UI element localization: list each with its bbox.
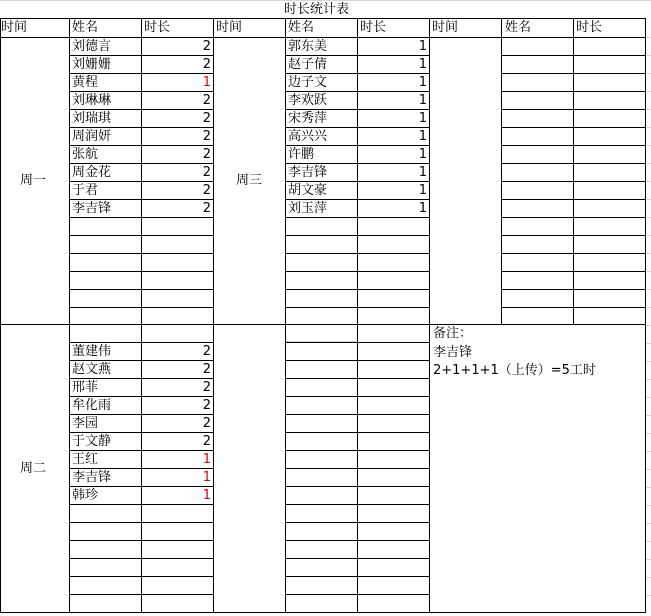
grid-line xyxy=(501,18,502,325)
grid-line xyxy=(285,217,430,218)
grid-line xyxy=(0,18,1,613)
header-time-2: 时间 xyxy=(216,20,243,35)
grid-line xyxy=(501,37,646,38)
grid-line xyxy=(69,145,214,146)
wednesday-name-cell[interactable]: 李吉锋 xyxy=(288,165,328,180)
grid-line xyxy=(69,199,214,200)
wednesday-duration-cell[interactable]: 1 xyxy=(418,129,427,144)
monday-name-cell[interactable]: 刘德言 xyxy=(72,39,112,54)
grid-line xyxy=(573,18,574,325)
monday-duration-cell[interactable]: 2 xyxy=(202,39,211,54)
grid-line xyxy=(69,324,214,325)
tuesday-duration-cell[interactable]: 2 xyxy=(202,380,211,395)
monday-name-cell[interactable]: 于君 xyxy=(72,183,99,198)
header-time-1: 时间 xyxy=(1,20,28,35)
wednesday-duration-cell[interactable]: 1 xyxy=(418,39,427,54)
grid-line xyxy=(141,18,142,613)
wednesday-duration-cell[interactable]: 1 xyxy=(418,111,427,126)
monday-name-cell[interactable]: 刘姗姗 xyxy=(72,57,112,72)
grid-line xyxy=(285,396,430,397)
grid-line xyxy=(69,450,214,451)
day-label-monday: 周一 xyxy=(20,173,47,188)
grid-line xyxy=(285,18,286,613)
monday-name-cell[interactable]: 周润妍 xyxy=(72,129,112,144)
wednesday-name-cell[interactable]: 边子文 xyxy=(288,75,328,90)
grid-line xyxy=(69,91,214,92)
monday-name-cell[interactable]: 刘琳琳 xyxy=(72,93,112,108)
grid-line xyxy=(285,307,430,308)
grid-line xyxy=(69,504,214,505)
grid-line xyxy=(69,271,214,272)
tuesday-name-cell[interactable]: 赵文燕 xyxy=(72,362,112,377)
grid-line xyxy=(69,181,214,182)
tuesday-name-cell[interactable]: 于文静 xyxy=(72,434,112,449)
grid-line xyxy=(357,18,358,613)
monday-duration-cell[interactable]: 2 xyxy=(202,183,211,198)
grid-line xyxy=(0,324,70,325)
grid-line xyxy=(69,307,214,308)
grid-line xyxy=(69,540,214,541)
grid-line xyxy=(213,324,286,325)
grid-line xyxy=(285,253,430,254)
grid-line xyxy=(285,360,430,361)
grid-line xyxy=(285,342,430,343)
grid-line xyxy=(645,18,646,613)
monday-name-cell[interactable]: 张航 xyxy=(72,147,99,162)
grid-line xyxy=(285,324,430,325)
wednesday-name-cell[interactable]: 宋秀萍 xyxy=(288,111,328,126)
grid-line xyxy=(69,486,214,487)
wednesday-name-cell[interactable]: 李欢跃 xyxy=(288,93,328,108)
remark-formula: 2+1+1+1（上传）=5工时 xyxy=(433,363,596,378)
grid-line xyxy=(501,217,646,218)
grid-line xyxy=(285,73,430,74)
grid-line xyxy=(69,109,214,110)
grid-line xyxy=(501,91,646,92)
monday-duration-cell[interactable]: 1 xyxy=(202,75,211,90)
remark-label: 备注： xyxy=(433,326,473,341)
tuesday-duration-cell[interactable]: 1 xyxy=(202,488,211,503)
grid-line xyxy=(69,289,214,290)
grid-line xyxy=(285,450,430,451)
grid-line xyxy=(285,91,430,92)
monday-name-cell[interactable]: 李吉锋 xyxy=(72,201,112,216)
header-name-2: 姓名 xyxy=(288,20,315,35)
wednesday-name-cell[interactable]: 高兴兴 xyxy=(288,129,328,144)
monday-name-cell[interactable]: 黄程 xyxy=(72,75,99,90)
tuesday-duration-cell[interactable]: 2 xyxy=(202,416,211,431)
grid-line xyxy=(69,522,214,523)
grid-line xyxy=(69,55,214,56)
grid-line xyxy=(69,360,214,361)
grid-line xyxy=(0,612,646,613)
tuesday-name-cell[interactable]: 牟化雨 xyxy=(72,398,112,413)
tuesday-duration-cell[interactable]: 2 xyxy=(202,434,211,449)
monday-duration-cell[interactable]: 2 xyxy=(202,129,211,144)
tuesday-name-cell[interactable]: 邢菲 xyxy=(72,380,99,395)
tuesday-duration-cell[interactable]: 2 xyxy=(202,344,211,359)
grid-line xyxy=(285,414,430,415)
grid-line xyxy=(285,199,430,200)
grid-line xyxy=(285,522,430,523)
grid-line xyxy=(501,289,646,290)
grid-line xyxy=(501,109,646,110)
grid-line xyxy=(69,73,214,74)
grid-line xyxy=(501,235,646,236)
grid-line xyxy=(69,253,214,254)
grid-line xyxy=(0,18,646,19)
monday-duration-cell[interactable]: 2 xyxy=(202,147,211,162)
wednesday-duration-cell[interactable]: 1 xyxy=(418,93,427,108)
monday-duration-cell[interactable]: 2 xyxy=(202,57,211,72)
grid-line xyxy=(69,432,214,433)
grid-line xyxy=(501,163,646,164)
grid-line xyxy=(69,235,214,236)
grid-line xyxy=(69,163,214,164)
tuesday-duration-cell[interactable]: 2 xyxy=(202,398,211,413)
grid-line xyxy=(285,271,430,272)
tuesday-name-cell[interactable]: 李吉锋 xyxy=(72,470,112,485)
grid-line xyxy=(69,576,214,577)
header-name-1: 姓名 xyxy=(72,20,99,35)
wednesday-duration-cell[interactable]: 1 xyxy=(418,147,427,162)
grid-line xyxy=(69,468,214,469)
grid-line xyxy=(285,55,430,56)
remark-person: 李吉锋 xyxy=(433,345,473,360)
grid-line xyxy=(69,378,214,379)
grid-line xyxy=(69,414,214,415)
header-time-3: 时间 xyxy=(432,20,459,35)
wednesday-name-cell[interactable]: 胡文豪 xyxy=(288,183,328,198)
wednesday-name-cell[interactable]: 郭东美 xyxy=(288,39,328,54)
header-duration-2: 时长 xyxy=(360,20,387,35)
header-duration-3: 时长 xyxy=(576,20,603,35)
tuesday-name-cell[interactable]: 董建伟 xyxy=(72,344,112,359)
grid-line xyxy=(501,271,646,272)
tuesday-duration-cell[interactable]: 1 xyxy=(202,452,211,467)
grid-line xyxy=(285,109,430,110)
tuesday-duration-cell[interactable]: 2 xyxy=(202,362,211,377)
tuesday-name-cell[interactable]: 王红 xyxy=(72,452,99,467)
wednesday-duration-cell[interactable]: 1 xyxy=(418,75,427,90)
grid-line xyxy=(501,199,646,200)
grid-line xyxy=(285,289,430,290)
grid-line xyxy=(501,73,646,74)
tuesday-name-cell[interactable]: 李园 xyxy=(72,416,99,431)
grid-line xyxy=(69,396,214,397)
grid-line xyxy=(285,163,430,164)
grid-line xyxy=(285,558,430,559)
grid-line xyxy=(285,378,430,379)
tuesday-duration-cell[interactable]: 1 xyxy=(202,470,211,485)
tuesday-name-cell[interactable]: 韩珍 xyxy=(72,488,99,503)
wednesday-duration-cell[interactable]: 1 xyxy=(418,57,427,72)
grid-line xyxy=(285,486,430,487)
grid-line xyxy=(285,504,430,505)
grid-line xyxy=(501,55,646,56)
grid-line xyxy=(69,18,70,613)
grid-line xyxy=(429,324,646,325)
wednesday-name-cell[interactable]: 刘玉萍 xyxy=(288,201,328,216)
monday-duration-cell[interactable]: 2 xyxy=(202,93,211,108)
grid-line xyxy=(69,558,214,559)
grid-line xyxy=(501,307,646,308)
grid-line xyxy=(69,342,214,343)
grid-line xyxy=(285,37,430,38)
grid-line xyxy=(69,217,214,218)
grid-line xyxy=(285,576,430,577)
wednesday-duration-cell[interactable]: 1 xyxy=(418,201,427,216)
day-label-tuesday: 周二 xyxy=(20,461,47,476)
grid-line xyxy=(285,468,430,469)
grid-line xyxy=(69,127,214,128)
wednesday-duration-cell[interactable]: 1 xyxy=(418,183,427,198)
grid-line xyxy=(69,37,214,38)
wednesday-name-cell[interactable]: 许鹏 xyxy=(288,147,315,162)
grid-line xyxy=(285,235,430,236)
grid-line xyxy=(501,253,646,254)
monday-name-cell[interactable]: 周金花 xyxy=(72,165,112,180)
grid-line xyxy=(285,540,430,541)
grid-line xyxy=(213,18,214,613)
monday-duration-cell[interactable]: 2 xyxy=(202,201,211,216)
header-duration-1: 时长 xyxy=(144,20,171,35)
grid-line xyxy=(285,432,430,433)
monday-name-cell[interactable]: 刘瑞琪 xyxy=(72,111,112,126)
grid-line xyxy=(286,341,357,342)
grid-line xyxy=(285,145,430,146)
grid-line xyxy=(69,594,214,595)
grid-line xyxy=(429,18,430,613)
grid-line xyxy=(501,181,646,182)
sheet-title: 时长统计表 xyxy=(284,2,350,17)
day-label-wednesday: 周三 xyxy=(236,173,263,188)
grid-line xyxy=(501,145,646,146)
wednesday-duration-cell[interactable]: 1 xyxy=(418,165,427,180)
monday-duration-cell[interactable]: 2 xyxy=(202,111,211,126)
grid-line xyxy=(285,594,430,595)
grid-line xyxy=(501,127,646,128)
header-name-3: 姓名 xyxy=(505,20,532,35)
wednesday-name-cell[interactable]: 赵子倩 xyxy=(288,57,328,72)
grid-line xyxy=(285,181,430,182)
monday-duration-cell[interactable]: 2 xyxy=(202,165,211,180)
grid-line xyxy=(0,0,651,1)
grid-line xyxy=(285,127,430,128)
